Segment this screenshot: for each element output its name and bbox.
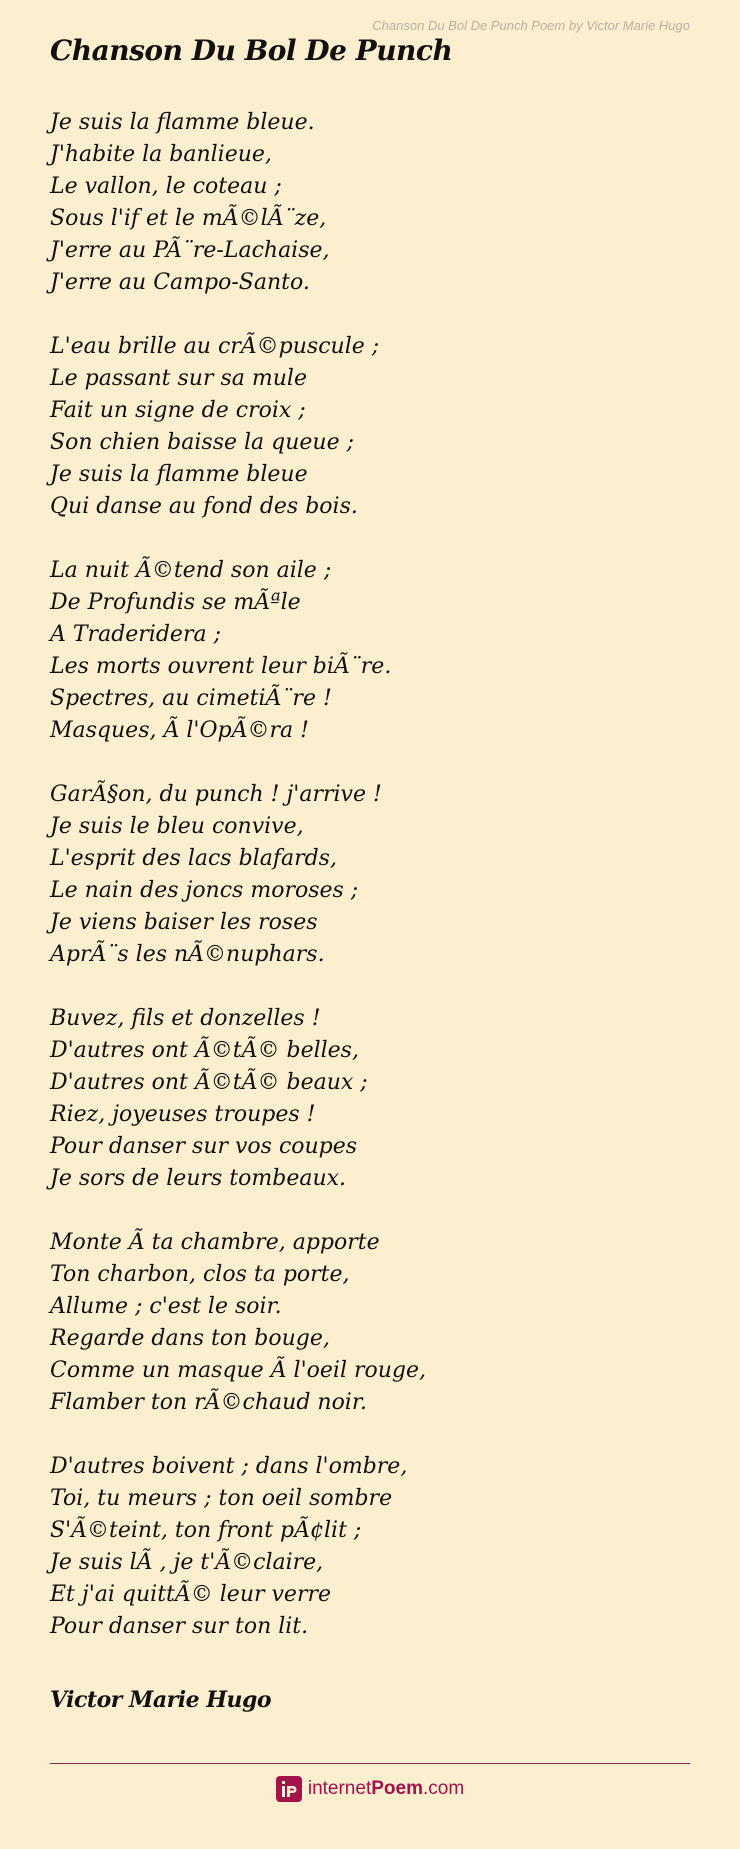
brand-bold: Poem xyxy=(371,1778,423,1799)
poem-line: Je sors de leurs tombeaux. xyxy=(50,1166,347,1191)
poem-line: Le vallon, le coteau ; xyxy=(50,174,282,199)
brand-prefix: internet xyxy=(307,1778,372,1799)
poem-line: AprÃ¨s les nÃ©nuphars. xyxy=(50,942,325,967)
poem-line: D'autres ont Ã©tÃ© beaux ; xyxy=(50,1070,368,1095)
poem-line: Je suis lÃ , je t'Ã©claire, xyxy=(50,1550,324,1575)
poem-line: Je suis la flamme bleue xyxy=(50,462,308,487)
poem-line: Masques, Ã l'OpÃ©ra ! xyxy=(50,718,309,743)
stanza xyxy=(50,1227,690,1419)
poem-body xyxy=(50,107,690,1675)
poem-line: L'esprit des lacs blafards, xyxy=(50,846,337,871)
poem-line: Je suis la flamme bleue. xyxy=(50,110,315,135)
poem-line: Ton charbon, clos ta porte, xyxy=(50,1262,350,1287)
poem-author[interactable]: Victor Marie Hugo xyxy=(50,1687,272,1713)
poem-line: GarÃ§on, du punch ! j'arrive ! xyxy=(50,782,382,807)
poem-title: Chanson Du Bol De Punch xyxy=(50,34,453,67)
stanza xyxy=(50,1451,690,1643)
site-footer[interactable] xyxy=(0,1774,740,1804)
poem-line: J'habite la banlieue, xyxy=(50,142,272,167)
poem-line: A Traderidera ; xyxy=(50,622,221,647)
stanza xyxy=(50,331,690,523)
poem-line: J'erre au PÃ¨re-Lachaise, xyxy=(50,238,330,263)
poem-line: L'eau brille au crÃ©puscule ; xyxy=(50,334,380,359)
stanza xyxy=(50,555,690,747)
poem-line: Pour danser sur vos coupes xyxy=(50,1134,358,1159)
poem-line: D'autres ont Ã©tÃ© belles, xyxy=(50,1038,359,1063)
poem-line: Comme un masque Ã l'oeil rouge, xyxy=(50,1358,426,1383)
poem-line: Le passant sur sa mule xyxy=(50,366,307,391)
poem-line: Toi, tu meurs ; ton oeil sombre xyxy=(50,1486,393,1511)
poem-line: Buvez, fils et donzelles ! xyxy=(50,1006,321,1031)
footer-divider xyxy=(50,1763,690,1764)
poem-line: Qui danse au fond des bois. xyxy=(50,494,358,519)
internetpoem-logo-icon xyxy=(276,1776,302,1802)
poem-line: Les morts ouvrent leur biÃ¨re. xyxy=(50,654,392,679)
poem-line: Fait un signe de croix ; xyxy=(50,398,306,423)
poem-line: Je viens baiser les roses xyxy=(50,910,318,935)
stanza xyxy=(50,107,690,299)
poem-line: Spectres, au cimetiÃ¨re ! xyxy=(50,686,332,711)
poem-line: De Profundis se mÃªle xyxy=(50,590,301,615)
poem-line: D'autres boivent ; dans l'ombre, xyxy=(50,1454,408,1479)
footer-brand-link[interactable] xyxy=(308,1778,464,1800)
page-header-caption: Chanson Du Bol De Punch Poem by Victor Marie Hugo xyxy=(372,18,690,33)
poem-line: Flamber ton rÃ©chaud noir. xyxy=(50,1390,367,1415)
poem-line: Pour danser sur ton lit. xyxy=(50,1614,309,1639)
brand-suffix: .com xyxy=(422,1778,465,1799)
poem-line: J'erre au Campo-Santo. xyxy=(50,270,310,295)
stanza xyxy=(50,1003,690,1195)
poem-line: Je suis le bleu convive, xyxy=(50,814,304,839)
poem-line: Le nain des joncs moroses ; xyxy=(50,878,359,903)
poem-line: S'Ã©teint, ton front pÃ¢lit ; xyxy=(50,1518,362,1543)
poem-line: Et j'ai quittÃ© leur verre xyxy=(50,1582,331,1607)
poem-line: Monte Ã ta chambre, apporte xyxy=(50,1230,380,1255)
poem-line: La nuit Ã©tend son aile ; xyxy=(50,558,332,583)
poem-line: Allume ; c'est le soir. xyxy=(50,1294,282,1319)
poem-line: Regarde dans ton bouge, xyxy=(50,1326,330,1351)
poem-line: Riez, joyeuses troupes ! xyxy=(50,1102,316,1127)
poem-line: Sous l'if et le mÃ©lÃ¨ze, xyxy=(50,206,327,231)
poem-line: Son chien baisse la queue ; xyxy=(50,430,355,455)
stanza xyxy=(50,779,690,971)
